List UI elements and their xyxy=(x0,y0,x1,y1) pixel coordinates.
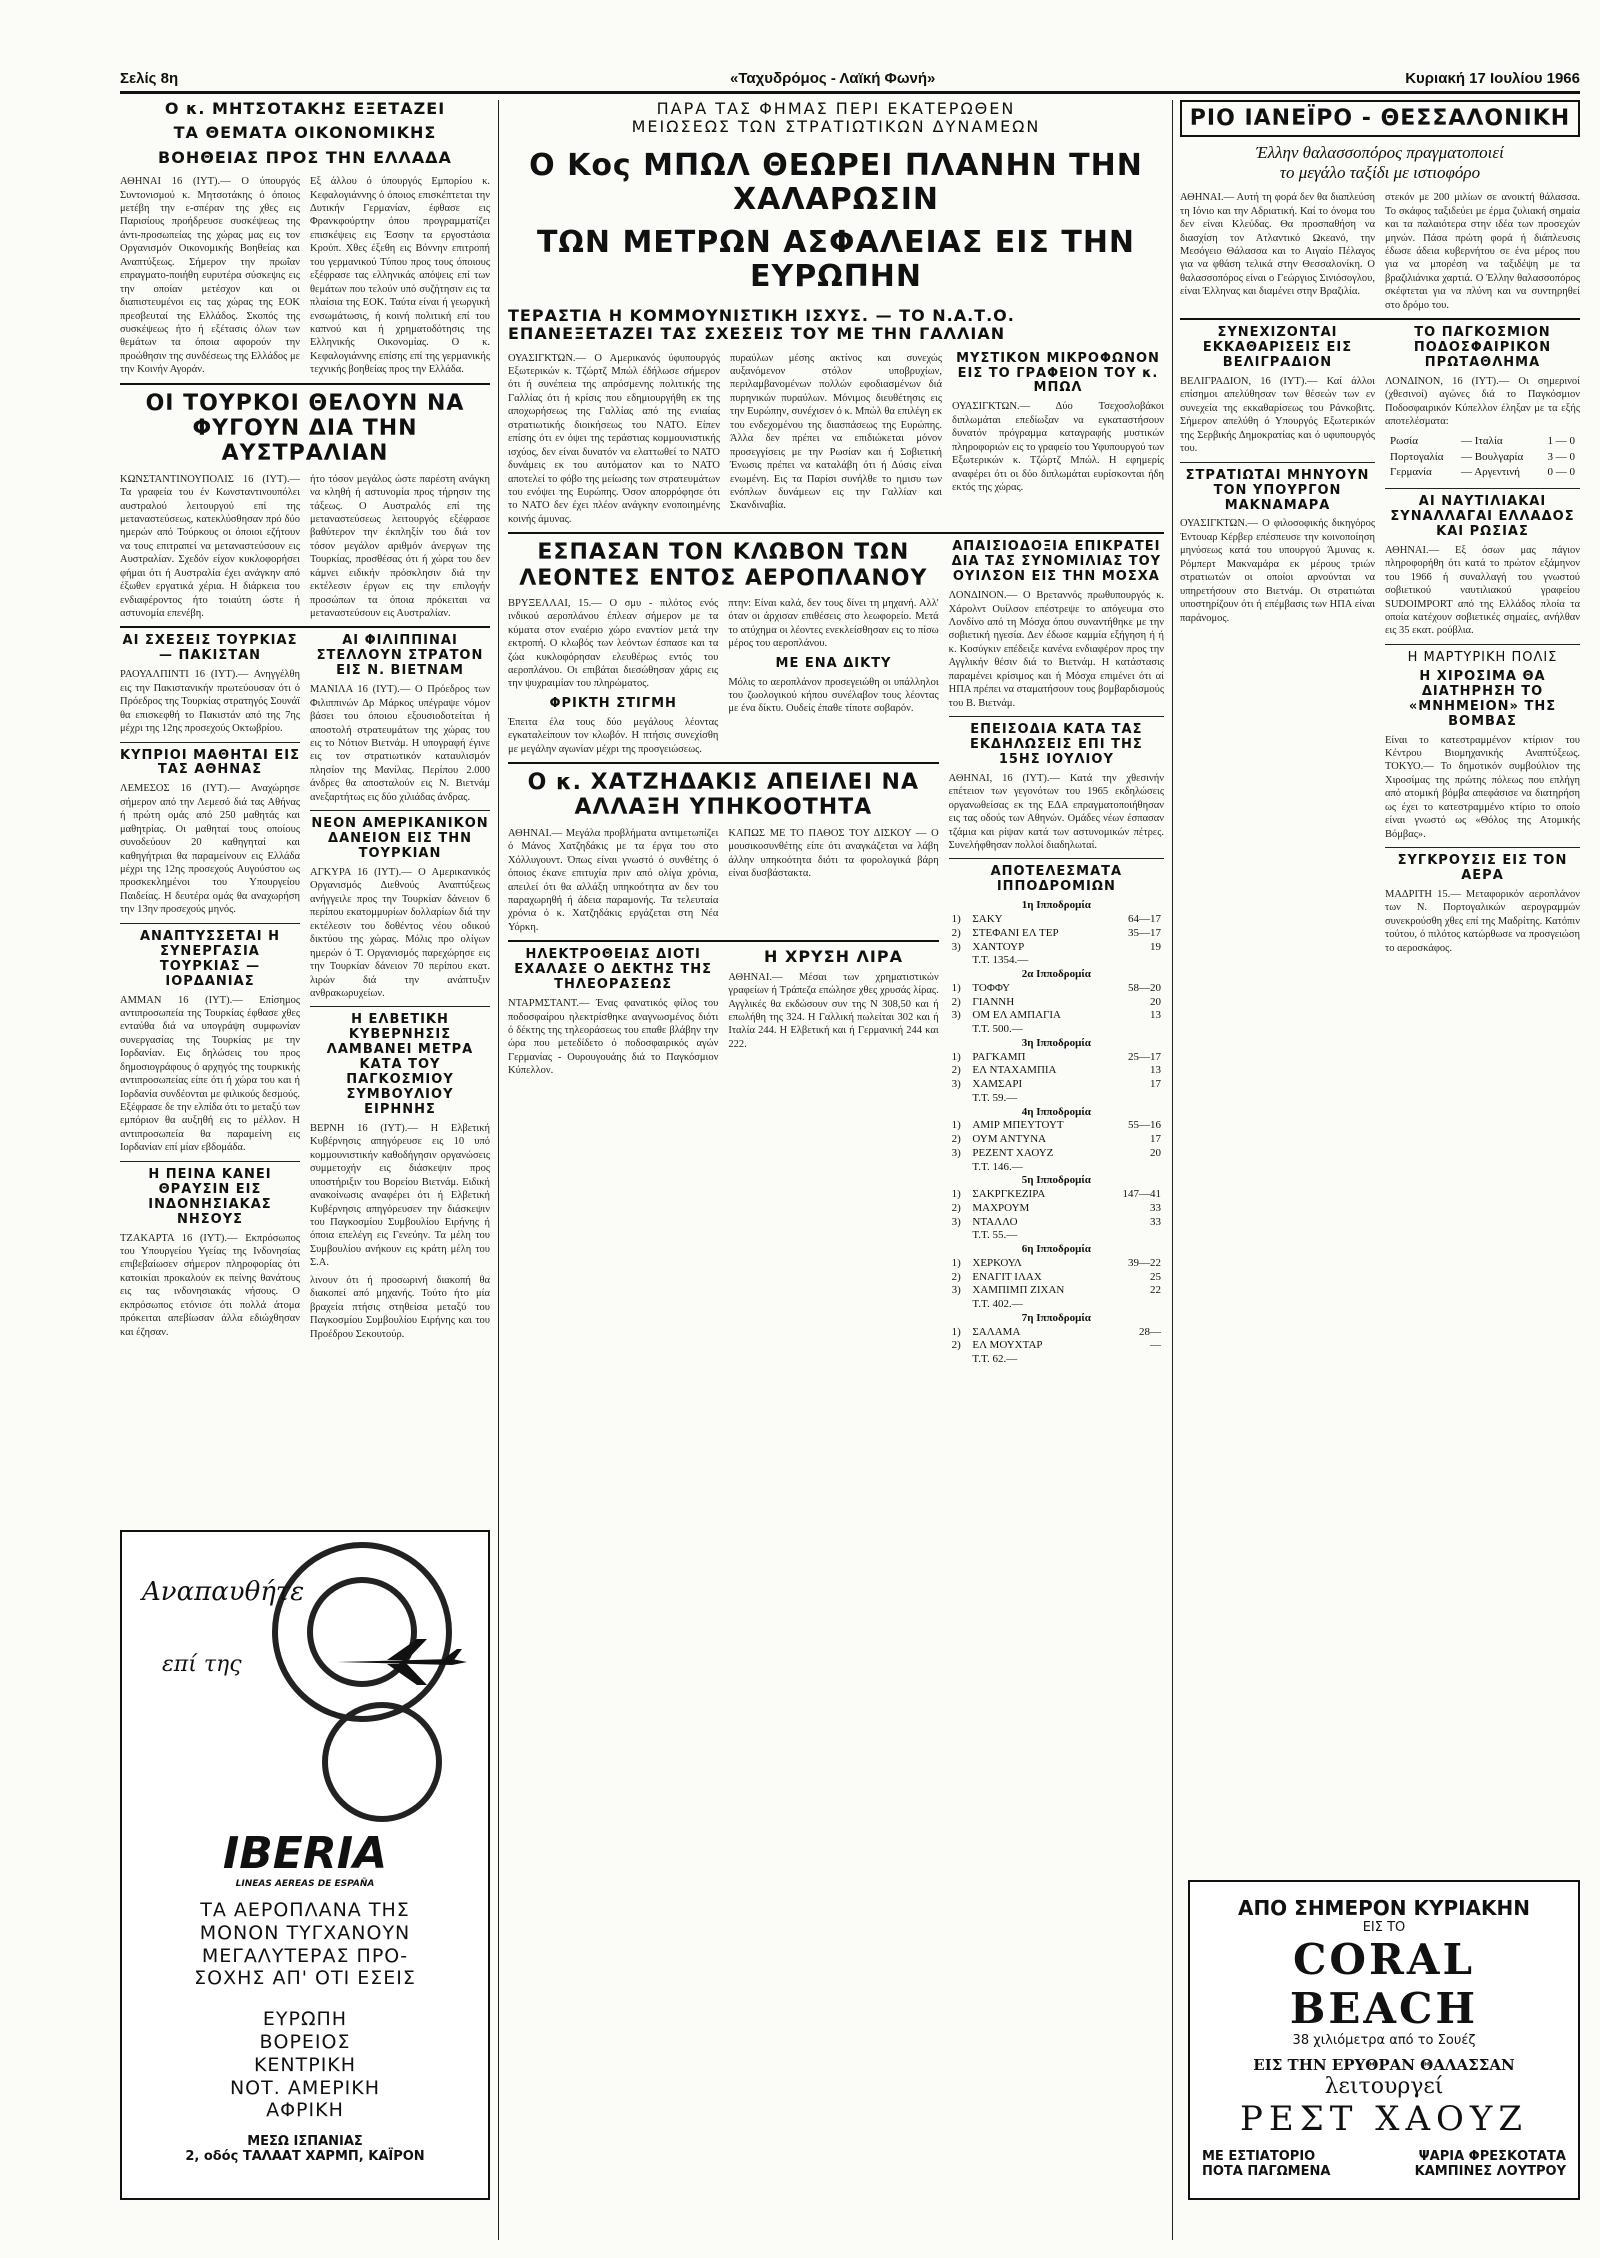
table-cell xyxy=(1103,1298,1164,1312)
destination: ΑΦΡΙΚΗ xyxy=(266,2099,344,2122)
article-text: λινουν ότι ή προσωρινή διακοπή θα διακοπεί από μηχανής. Τούτο ήτο μία βραχεία πτήσις στηθείσα μεταξύ του Παγκοσμίου Συμβουλίου Ειρήνης και του Προέδρου Σεκουτούρ. xyxy=(310,1274,490,1340)
table-cell: ΧΑΝΤΟΥΡ xyxy=(972,940,1025,953)
table-cell: 2) xyxy=(951,1270,961,1283)
ad-text: ΕΙΣ ΤΗΝ ΕΡΥΘΡΑΝ ΘΑΛΑΣΣΑΝ xyxy=(1253,2056,1515,2074)
issue-date: Κυριακή 17 Ιουλίου 1966 xyxy=(1405,70,1580,87)
table-cell: 1) xyxy=(951,1119,961,1132)
headline: ΑΙ ΝΑΥΤΙΛΙΑΚΑΙ ΣΥΝΑΛΛΑΓΑΙ ΕΛΛΑΔΟΣ ΚΑΙ ΡΩΣΙΑΣ xyxy=(1390,494,1575,539)
table-cell: 3) xyxy=(951,1284,961,1297)
table-row xyxy=(949,1188,1164,1202)
table-cell: Πορτογαλία xyxy=(1390,450,1444,463)
article-text: Εξ άλλου ό ύπουργός Εμπορίου κ. Κεφαλογιάννης ό όποιος επισκέπτεται την Δυτικήν Γερμανίαν, έφθασε εις Φρανκφούρτην όπου προγραμματίζει επισκέψεις εις Έσσην τα εργοστάσια Κρούπ. Χθες έξεθη εις Βόννην επιτροπή του γερμανικού Τύπου προς τους όποιους εξέφρασε τας ελληνικάς απόψεις επί των θεμάτων που τελούν υπό συζήτησιν εις τα πλαίσια της ΕΟΚ. Ταύτα είναι ή γεωργική ενσωμάτωσις, ή κοινή πολιτική επί του καπνού και ή χρηματοδότησις της Ελληνικής Οικονομίας. Ο κ. Κεφαλογιάννης επίσης επί της γερμανικής τεχνικής βοηθείας προς την Ελλάδα. xyxy=(310,176,490,376)
table-cell: 1 — 0 xyxy=(1547,434,1575,447)
table-cell: 55—16 xyxy=(1128,1119,1161,1132)
table-cell: 1) xyxy=(951,1325,961,1338)
table-cell xyxy=(1103,1161,1164,1175)
article-text: ΜΑΔΡΙΤΗ 15.— Μεταφορικόν αεροπλάνον των Ν. Πορτογαλικών αερογραμμών συνεκρούσθη χθες επί της Μαδρίτης. Κατόπιν τούτου, ό πιλότος κατώρθωσε να προσγειώση το αεροσκάφος. xyxy=(1385,888,1580,954)
ad-text: ΜΟΝΟΝ ΤΥΓΧΑΝΟΥΝ xyxy=(199,1921,411,1944)
headline: Η ΠΕΙΝΑ ΚΑΝΕΙ ΘΡΑΥΣΙΝ ΕΙΣ ΙΝΔΟΝΗΣΙΑΚΑΣ ΝΗΣΟΥΣ xyxy=(148,1166,272,1227)
ad-text: ΣΟΧΗΣ ΑΠ' ΟΤΙ ΕΣΕΙΣ xyxy=(194,1967,416,1990)
brand-logo: IBERIA xyxy=(222,1828,388,1879)
table-cell: Τ.Τ. 55.— xyxy=(972,1229,1018,1242)
table-row xyxy=(949,1284,1164,1298)
table-cell: 58—20 xyxy=(1128,981,1161,994)
column-center xyxy=(508,100,1164,1367)
table-row xyxy=(949,1339,1164,1353)
race-heading: 6η Ιπποδρομία xyxy=(1021,1243,1091,1256)
article-text: ΒΕΛΙΓΡΑΔΙΟΝ, 16 (ΙΥΤ).— Καί άλλοι επίσημοι απελύθησαν των θέσεών των εν συνεχεία της εκκαθαρίσεως του Ράνκοβιτς. Σήμερον απελύθη ό Υπουργός Εξωτερικών της Σερβικής Δημοκρατίας και ό υφυπουργός του. xyxy=(1180,376,1375,455)
article-text: ΑΓΚΥΡΑ 16 (ΙΥΤ).— Ο Αμερικανικός Οργανισμός Διεθνούς Αναπτύξεως ανήγγειλε προς την Τουρκίαν δάνειον 6 περίπου εκατομμυρίων δολλαρίων διά την εκτέλεσιν του δοθέντος νέου οδικού δικτύου της χώρας. Μόλις προ ολίγων ημερών ό Τ. Οργανισμός παρεχώρησε εις την Τουρκίαν δάνειον 70 περίπου εκατ. λιρών διά την ανάπτυξιν ανθρακωρυχείων. xyxy=(310,867,490,999)
race-results-table xyxy=(949,899,1164,1367)
table-cell: 2) xyxy=(951,995,961,1008)
ad-text: ΤΑ ΑΕΡΟΠΛΑΝΑ ΤΗΣ xyxy=(200,1899,410,1921)
article-text: στεκόν με 200 μιλίων σε ανοικτή θάλασσα. Το σκάφος ταξιδεύει με έρμα ζυλιακή σημαία και τα παλαιότερα στην ιδέα των προσεχών μηνών. Πάσα πρώτη φορά ή διάπλευσις έδωσε άδεια κυβερνήτου σε ένα μέρος που για να μπορέση να ταξιδέψη με τα βραζιλιάνικα χαρτιά. Ο Έλλην θαλασσοπόρος σκέφτεται για να πλύνη και να συντηρηθεί στο δρόμο του. xyxy=(1385,192,1580,311)
table-cell xyxy=(949,1229,970,1243)
ad-text: 38 χιλιόμετρα από το Σουέζ xyxy=(1292,2033,1476,2048)
headline: Ο κ. ΜΗΤΣΟΤΑΚΗΣ ΕΞΕΤΑΖΕΙ xyxy=(164,100,446,118)
table-cell: Τ.Τ. 1354.— xyxy=(972,954,1029,967)
table-row xyxy=(949,1257,1164,1271)
kicker: ΜΕΙΩΣΕΩΣ ΤΩΝ ΣΤΡΑΤΙΩΤΙΚΩΝ ΔΥΝΑΜΕΩΝ xyxy=(631,117,1041,137)
article-text: ΑΘΗΝΑΙ.— Αυτή τη φορά δεν θα διαπλεύση τη Ιόνιο και την Αδριατική. Καί το όνομα του δεν είναι Κλεύδας. Θα προσπαθήση να διασχίση τον Ατλαντικό Ωκεανό, την Μεσόγειο Θάλασσα και το Αιγαίο Πέλαγος για να φθάση τελικά στην Θεσσαλονίκη. Ο θαλασσοπόρος είναι ο Γεώργιος Σινιόσογλου, είναι Έλληνας και διαμένει στην Βραζιλία. xyxy=(1180,192,1375,298)
main-headline: Ο Κος ΜΠΩΛ ΘΕΩΡΕΙ ΠΛΑΝΗΝ ΤΗΝ ΧΑΛΑΡΩΣΙΝ xyxy=(529,147,1143,218)
table-cell: Τ.Τ. 146.— xyxy=(972,1160,1023,1173)
ad-brand: CORAL BEACH xyxy=(1289,1935,1479,2033)
article-text: Είναι το κατεστραμμένον κτίριον του Κέντρου Βιομηχανικής Αναπτύξεως. ΤΟΚΥΟ.— Το δημοτικόν συμβούλιον της Χιροσίμας της πρώτης πόλεως που επλήγη από ατομική βόμβα απεφάσισε να διατηρήση ως έχει το κατεστραμμένο κτίριο το οποίο είναι γνωστό ως «Θόλος της Ατομικής Βόμβας». xyxy=(1385,734,1580,840)
article-text: ΑΜΜΑΝ 16 (ΙΥΤ).— Επίσημος αντιπροσωπεία της Τουρκίας έφθασε χθες ενταύθα διά να υπογράψη συμφωνίαν συνεργασίας της Τουρκίας με την Ιορδανίαν. Εις δηλώσεις του προς δημοσιογράφους ό αρχηγός της τουρκικής αντιπροσωπείας είπε ότι ή χώρα του και ή Ιορδανία συνδέονται με φιλικούς δεσμούς. Εξέφρασε δε την ελπίδα ότι το μεταξύ των εμπόριον θα αυξηθή εις το μέλλον. Η αντιπροσωπεία θα παραμείνη εις Ιορδανίαν επί μίαν εβδομάδα. xyxy=(120,994,300,1154)
table-row xyxy=(949,1271,1164,1285)
table-cell: 3) xyxy=(951,1215,961,1228)
ad-text: ΕΙΣ ΤΟ xyxy=(1362,1920,1406,1935)
table-cell: ΣΑΚΡΓΚΕΖΙΡΑ xyxy=(972,1188,1046,1201)
kicker: Η ΜΑΡΤΥΡΙΚΗ ΠΟΛΙΣ xyxy=(1407,649,1558,665)
iberia-advertisement xyxy=(120,1530,490,2200)
table-cell: ΑΜΙΡ ΜΠΕΥΤΟΥΤ xyxy=(972,1119,1064,1132)
article-text: ΜΑΝΙΛΑ 16 (ΙΥΤ).— Ο Πρόεδρος των Φιλιππινών Δρ Μάρκος υπέγραψε νόμον βάσει του όποιου εξουσιοδοτείται ή αποστολή στρατευμάτων της χώρας του εις το Νότιον Βιετνάμ. Η υπογραφή έγινε εις τον στρατιωτικόν καταυλισμόν πλησίον της Μανίλας. Περίπου 2.000 άνδρες θα αποσταλούν εις Ν. Βιετνάμ ανεξαρτήτως εις δύο χιλιάδας άνδρας. xyxy=(310,684,490,803)
headline: Η ΧΙΡΟΣΙΜΑ ΘΑ ΔΙΑΤΗΡΗΣΗ ΤΟ «ΜΝΗΜΕΙΟΝ» ΤΗΣ ΒΟΜΒΑΣ xyxy=(1408,668,1557,729)
table-cell: 20 xyxy=(1150,995,1161,1008)
subheadline: το μεγάλο ταξίδι με ιστιοφόρο xyxy=(1279,163,1481,183)
table-cell: ΕΛ ΜΟΥΧΤΑΡ xyxy=(972,1339,1043,1352)
table-cell: ΣΤΕΦΑΝΙ ΕΛ ΤΕΡ xyxy=(972,926,1059,939)
ad-feature: ΨΑΡΙΑ ΦΡΕΣΚΟΤΑΤΑ xyxy=(1418,2149,1566,2164)
column-left xyxy=(120,100,490,1341)
article-text: ΑΘΗΝΑΙ, 16 (ΙΥΤ).— Κατά την χθεσινήν επέτειον των γεγονότων του 1965 εκδηλώσεις οργανωθείσας εκ της ΕΔΑ επραγματοποιήθησαν εις τας οδούς των Αθηνών. Ομάδες νέων έσπασαν τζάμια και ρίψαν κατά των αστυνομικών πέτρες. Συνελήφθησαν πολλοί διαδηλωταί. xyxy=(948,772,1164,851)
table-cell: — xyxy=(1150,1339,1161,1352)
destination: ΒΟΡΕΙΟΣ xyxy=(259,2030,351,2053)
table-cell: 2) xyxy=(951,1339,961,1352)
table-row xyxy=(949,1326,1164,1340)
table-cell: ΧΕΡΚΟΥΛ xyxy=(972,1256,1022,1269)
table-cell: 25 xyxy=(1150,1270,1161,1283)
headline: Η ΕΛΒΕΤΙΚΗ ΚΥΒΕΡΝΗΣΙΣ ΛΑΜΒΑΝΕΙ ΜΕΤΡΑ ΚΑΤΑ ΤΟΥ ΠΑΓΚΟΣΜΙΟΥ ΣΥΜΒΟΥΛΙΟΥ ΕΙΡΗΝΗΣ xyxy=(326,1012,474,1117)
table-cell: Τ.Τ. 402.— xyxy=(972,1298,1023,1311)
table-cell xyxy=(949,1298,970,1312)
headline: ΗΛΕΚΤΡΟΘΕΙΑΣ ΔΙΟΤΙ ΕΧΑΛΑΣΕ Ο ΔΕΚΤΗΣ ΤΗΣ ΤΗΛΕΟΡΑΣΕΩΣ xyxy=(514,947,713,993)
table-cell xyxy=(1103,1353,1164,1367)
ad-restaurant-name: ΡΕΣΤ ΧΑΟΥΖ xyxy=(1240,2099,1528,2139)
race-heading: 3η Ιπποδρομία xyxy=(1021,1036,1091,1049)
table-row xyxy=(949,1119,1164,1133)
headline: ΑΙ ΣΧΕΣΕΙΣ ΤΟΥΡΚΙΑΣ — ΠΑΚΙΣΤΑΝ xyxy=(122,633,298,664)
table-row xyxy=(949,1147,1164,1161)
table-cell: Τ.Τ. 59.— xyxy=(972,1091,1018,1104)
table-cell: Τ.Τ. 500.— xyxy=(972,1023,1023,1036)
table-row xyxy=(949,1202,1164,1216)
column-right xyxy=(1180,100,1580,955)
table-cell: 20 xyxy=(1150,1146,1161,1159)
article-text: ΛΕΜΕΣΟΣ 16 (ΙΥΤ).— Αναχώρησε σήμερον από την Λεμεσό διά τας Αθήνας ή πρώτη ομάς από 250 μαθητάς και μαθητρίας. Οι μαθηταί τους οποίους συνοδεύουν 20 καθηγηταί και καθηγήτριαι θα παραμείνουν εις Ελλάδα μέχρι της 12ης προσεχούς Αυγούστου ως προσκεκλημένοι του Υπουργείου Παιδείας. Η δευτέρα ομάς θα αναχωρήση την 13ην προσεχούς μηνός. xyxy=(120,783,300,916)
ad-text: ΜΕΓΑΛΥΤΕΡΑΣ ΠΡΟ- xyxy=(201,1944,409,1967)
table-cell: ΟΜ ΕΛ ΑΜΠΑΓΙΑ xyxy=(972,1009,1061,1022)
table-row xyxy=(949,982,1164,996)
table-cell: ΕΝΑΓΙΤ ΙΛΑΧ xyxy=(972,1270,1042,1283)
column-rule xyxy=(1172,100,1173,2240)
headline: ΑΠΟΤΕΛΕΣΜΑΤΑ ΙΠΠΟΔΡΟΜΙΩΝ xyxy=(990,864,1123,895)
subhead: ΜΕ ΕΝΑ ΔΙΚΤΥ xyxy=(775,655,892,671)
ad-feature: ΠΟΤΑ ΠΑΓΩΜΕΝΑ xyxy=(1202,2164,1331,2179)
table-row xyxy=(949,1051,1164,1065)
article-text: ΚΑΠΩΣ ΜΕ ΤΟ ΠΑΘΟΣ ΤΟΥ ΔΙΣΚΟΥ — Ο μουσικοσυνθέτης είπε ότι αναγκάζεται να λάβη άλλην υπηκοότητα διότι τα φορολογικά βάρη είναι δυσβάστακτα. xyxy=(728,827,939,880)
destination: ΕΥΡΩΠΗ xyxy=(262,2008,348,2031)
table-cell: 1) xyxy=(951,913,961,926)
ad-feature: ΚΑΜΠΙΝΕΣ ΛΟΥΤΡΟΥ xyxy=(1414,2164,1566,2179)
headline: ΤΑ ΘΕΜΑΤΑ ΟΙΚΟΝΟΜΙΚΗΣ xyxy=(173,123,437,143)
headline: ΑΝΑΠΤΥΣΣΕΤΑΙ Η ΣΥΝΕΡΓΑΣΙΑ ΤΟΥΡΚΙΑΣ — ΙΟΡΔΑΝΙΑΣ xyxy=(140,928,280,989)
table-row xyxy=(949,1298,1164,1312)
headline: ΝΕΟΝ ΑΜΕΡΙΚΑΝΙΚΟΝ ΔΑΝΕΙΟΝ ΕΙΣ ΤΗΝ ΤΟΥΡΚΙΑΝ xyxy=(311,816,489,862)
ad-headline: ΑΠΟ ΣΗΜΕΡΟΝ ΚΥΡΙΑΚΗΝ xyxy=(1237,1896,1531,1920)
table-cell: 28— xyxy=(1139,1325,1161,1338)
ad-footer: ΜΕΣΩ ΙΣΠΑΝΙΑΣ xyxy=(247,2134,363,2150)
headline: ΕΣΠΑΣΑΝ ΤΟΝ ΚΛΩΒΟΝ ΤΩΝ ΛΕΟΝΤΕΣ ΕΝΤΟΣ ΑΕΡΟΠΛΑΝΟΥ xyxy=(519,540,928,591)
subhead: ΦΡΙΚΤΗ ΣΤΙΓΜΗ xyxy=(549,695,677,711)
article-text: πτην: Είναι καλά, δεν τους δίνει τη μηχανή. Αλλ' όταν οι άρχισαν επιθέσεις στο λεωφορείο. Μετά το ατύχημα οι λέοντες ενεκλείσθησαν εις το πίσω μέρος του αεροπλάνου. xyxy=(728,597,939,650)
headline: ΒΟΗΘΕΙΑΣ ΠΡΟΣ ΤΗΝ ΕΛΛΑΔΑ xyxy=(158,147,452,167)
ad-text: επί της xyxy=(162,1652,242,1677)
table-cell: Τ.Τ. 62.— xyxy=(972,1353,1018,1366)
headline: ΣΥΓΚΡΟΥΣΙΣ ΕΙΣ ΤΟΝ ΑΕΡΑ xyxy=(1397,853,1568,884)
coral-beach-advertisement xyxy=(1188,1880,1580,2200)
table-row xyxy=(949,1229,1164,1243)
table-row xyxy=(949,1078,1164,1092)
table-cell: 33 xyxy=(1150,1215,1161,1228)
headline: Η ΧΡΥΣΗ ΛΙΡΑ xyxy=(764,947,903,967)
subheadline: ΤΕΡΑΣΤΙΑ Η ΚΟΜΜΟΥΝΙΣΤΙΚΗ ΙΣΧΥΣ. — ΤΟ Ν.Α.Τ.Ο. xyxy=(508,305,1015,325)
headline: ΑΙ ΦΙΛΙΠΠΙΝΑΙ ΣΤΕΛΛΟΥΝ ΣΤΡΑΤΟΝ ΕΙΣ Ν. ΒΙΕΤΝΑΜ xyxy=(316,633,484,679)
article-text: Έπειτα έλα τους δύο μεγάλους λέοντας εγκαταλείπουν τον κλωβόν. Η πτήσις συνεχίσθη με μεγάλην αγωνίαν μέχρι της προσγειώσεως. xyxy=(508,716,719,755)
article-text: ΟΥΑΣΙΓΚΤΩΝ.— Ο Αμερικανός ύφυπουργός Εξωτερικών κ. Τζώρτζ Μπώλ έδήλωσε σήμερον ότι ή συνέπεια της απρόσμενης πολιτικής της Γαλλίας ότι ή κρίσις που εδημιουργήθη εκ της αποχωρήσεως της Γαλλίας από της ενιαίας στρατιωτικής διοικήσεως του ΝΑΤΟ. Είπεν επίσης ότι εν όψει της τεράστιας κομμουνιστικής ισχύος, δεν είναι δυνατόν να ελαττωθεί το ΝΑΤΟ δυνάμεις εκ του αυτόματον και το ΝΑΤΟ αποτελεί το φόβο της μείωσης των στρατευμάτων του ενόψει της Ευρώπης. Όσον απορρόφησε ότι το ΝΑΤΟ δεν έχει πλέον ανάγκην ενοποιημένης κοινής άμυνας. xyxy=(508,352,720,525)
table-cell: 1) xyxy=(951,1050,961,1063)
table-cell xyxy=(949,1023,970,1037)
race-heading: 4η Ιπποδρομία xyxy=(1021,1105,1091,1118)
article-text: ήτο τόσον μεγάλος ώστε παρέστη ανάγκη να κληθή ή αστυνομία προς τήρησιν της τάξεως. Ο Αυστραλός επί της μεταναστεύσεως λειτουργός εξέφρασε βαθύτερον την έκπληξίν του διά τον τόσον μεγάλον αριθμόν άνεργων της Τουρκίας, προσθέσας ότι ή χώρα του δεν κάμνει ειδικήν πρόσκλησιν διά την εκτέλεσιν έργων εις την επιλογήν προσώπων τα όποια πρόκειται να μεταναστεύσουν εις Αυστραλίαν. xyxy=(310,473,490,619)
table-cell: 1) xyxy=(951,1256,961,1269)
table-cell xyxy=(949,954,970,968)
table-cell: ΡΕΖΕΝΤ ΧΑΟΥΖ xyxy=(972,1146,1054,1159)
table-row xyxy=(949,954,1164,968)
table-cell: 3 — 0 xyxy=(1547,450,1575,463)
table-row xyxy=(949,1009,1164,1023)
headline: ΕΠΕΙΣΟΔΙΑ ΚΑΤΑ ΤΑΣ ΕΚΔΗΛΩΣΕΙΣ ΕΠΙ ΤΗΣ 15ΗΣ ΙΟΥΛΙΟΥ xyxy=(969,722,1143,767)
table-cell: ΧΑΜΣΑΡΙ xyxy=(972,1078,1023,1091)
table-cell: ΣΑΚΥ xyxy=(972,913,1003,926)
table-cell xyxy=(1103,954,1164,968)
table-cell: 35—17 xyxy=(1128,926,1161,939)
table-row xyxy=(1387,451,1578,465)
table-cell: 2) xyxy=(951,926,961,939)
article-text: ΑΘΗΝΑΙ 16 (ΙΥΤ).— Ο ύπουργός Συντονισμού κ. Μητσοτάκης ό όποιος μετέβη την ε-σπέραν της χθες εις Παρισίους προήδρευσε συσκέψεως της άντι-προσωπείας της χώρας μας εις τον Οργανισμόν Οικονομικής Βοηθείας και Αναπτύξεως. Σήμερον την πρωΐαν επραγματο-ποιήθη ευρυτέρα σύσκεψις εις την οποίαν μετέσχον και οι διαπιστευμένοι εις τας χώρας της ΕΟΚ πρεσβευταί της Ελλάδος. Σκοπός της συσκέψεως ήτο ή εξέτασις όλων των θεμάτων τα όποια αφορούν την προώθησιν της συνδέσεως της Ελλάδος με την Κοινήν Αγοράν. xyxy=(120,176,300,376)
headline: Ο κ. ΧΑΤΖΗΔΑΚΙΣ ΑΠΕΙΛΕΙ ΝΑ ΑΛΛΑΞΗ ΥΠΗΚΟΟΤΗΤΑ xyxy=(527,770,919,821)
table-cell: Γερμανία xyxy=(1390,466,1432,479)
table-cell: 17 xyxy=(1150,1078,1161,1091)
table-row xyxy=(1387,435,1578,449)
kicker: ΠΑΡΑ ΤΑΣ ΦΗΜΑΣ ΠΕΡΙ ΕΚΑΤΕΡΩΘΕΝ xyxy=(656,100,1016,118)
article-text: ΝΤΑΡΜΣΤΑΝΤ.— Ένας φανατικός φίλος του ποδοσφαίρου ηλεκτρίσθηκε αναγνωσμένος διότι ό δέκτης της τηλεοράσεως του επαθε βλάβην την ώρα που μετεδίδετο ό ποδοσφαιρικός αγών Γερμανίας - Ουρουγουάης διά το Παγκόσμιον Κύπελλον. xyxy=(508,998,719,1077)
table-cell: 13 xyxy=(1150,1064,1161,1077)
table-cell: ΧΑΜΠΙΜΠ ΖΙΧΑΝ xyxy=(972,1284,1065,1297)
article-text: πυραύλων μέσης ακτίνος και συνεχώς αυξανόμενον στόλον υποβρυχίων, περιλαμβανομένων πολλών εφοδιασμένων διά πυρηνικών πυραύλων. Μόνιμος διευθέτησις εις την Ευρώπην, συνέχισεν ό κ. Μπώλ θα επιλέγη εκ του ενδεχομένου της διασπάσεως της Ευρώπης. Άλλα δεν πρέπει να επιδιώκεται μόνον προσεγγίσεις με την Ρωσίαν και ή Σοβιετική Ένωσις πρέπει να καταλάβη ότι ή Δύσις είναι ενωμένη. Εις τα Παρίσι συνήλθε το ημισυ των ενόπλων δυνάμεων εις την Γαλλίαν και Σκανδιναβία. xyxy=(730,352,942,512)
masthead xyxy=(120,66,1580,94)
race-heading: 5η Ιπποδρομία xyxy=(1021,1174,1091,1187)
table-cell: — Ιταλία xyxy=(1461,434,1503,447)
table-cell: ΝΤΑΛΛΟ xyxy=(972,1215,1018,1228)
article-text: ΒΕΡΝΗ 16 (ΙΥΤ).— Η Ελβετική Κυβέρνησις απηγόρευσε εις 10 υπό κομμουνιστικήν καθοδήγησιν οργανώσεις συμμετοχήν εις διάσκεψιν προς υποστήριξιν του Βορείου Βιετνάμ. Ειδική ανακοίνωσις αναφέρει ότι ή Ελβετική Κυβέρνησις απηγόρευσεν την διάσκεψιν του Παγκοσμίου Συμβουλίου Ειρήνης ή όποια επελέγη εις Γενεύην. Τα μέλη του Συμβουλίου ανήκουν εις κράτη μέλη του Σ.Α. xyxy=(310,1122,490,1269)
headline: ΣΥΝΕΧΙΖΟΝΤΑΙ ΕΚΚΑΘΑΡΙΣΕΙΣ ΕΙΣ ΒΕΛΙΓΡΑΔΙΟΝ xyxy=(1202,325,1353,371)
race-heading: 1η Ιπποδρομία xyxy=(1021,899,1091,912)
article-text: Μόλις το αεροπλάνον προσεγειώθη οι υπάλληλοι του ζωολογικού κήπου συνέλαβον τους λέοντας με ένα δίκτυ. Ουδείς έπαθε τίποτε σοβαρόν. xyxy=(728,676,939,715)
table-row xyxy=(949,1161,1164,1175)
destination: ΝΟΤ. ΑΜΕΡΙΚΗ xyxy=(229,2076,381,2099)
table-cell: ΟΥΜ ΑΝΤΥΝΑ xyxy=(972,1133,1047,1146)
table-cell xyxy=(949,1161,970,1175)
article-text: ΟΥΑΣΙΓΚΤΩΝ.— Ο φιλοσοφικής δικηγόρος Έντουαρ Κέρβερ επέσπευσε την κοινοποίηση μηνύσεως κατά του υπουργού Άμυνας κ. Ρόμπερτ Μακναμάρα εκ μέρους τριών στρατιωτών οι οποίοι αρνούνται να υπηρετήσουν στο Βιετνάμ. Οι στρατιώται υποστηρίζουν ότι ή επέμβασις των ΗΠΑ είναι παράνομος. xyxy=(1180,518,1375,624)
article-text: ΒΡΥΞΕΛΛΑΙ, 15.— Ο σμυ - πιλότος ενός ινδικού αεροπλάνου έπλεαν σήμερον με τα κύματα στον εναέριο χώρο εναντίον μετά την εκτροπή. Ο κλωβός των λεόντων έσπασε και τα ζώα κυκλοφόρησαν ελευθέρως εντός του αεροπλάνου. Οι επιβάται διεσώθησαν χάρις εις την ψυχραιμίαν του πληρώματος. xyxy=(508,597,719,690)
table-cell: ΕΛ ΝΤΑΧΑΜΠΙΑ xyxy=(972,1064,1057,1077)
subheadline: Έλλην θαλασσοπόρος πραγματοποιεί xyxy=(1256,143,1504,163)
swirl-logo-icon xyxy=(322,1702,442,1822)
table-cell: 2) xyxy=(951,1201,961,1214)
page-number: Σελίς 8η xyxy=(120,70,179,87)
table-cell: Ρωσία xyxy=(1390,434,1419,447)
table-cell xyxy=(1103,1229,1164,1243)
table-cell: 3) xyxy=(951,1146,961,1159)
table-row xyxy=(949,996,1164,1010)
table-cell: 64—17 xyxy=(1128,913,1161,926)
table-cell: 2) xyxy=(951,1133,961,1146)
table-cell: ΣΑΛΑΜΑ xyxy=(972,1325,1021,1338)
table-row xyxy=(949,927,1164,941)
article-text: ΑΘΗΝΑΙ.— Εξ όσων μας πάγιον πληροφορήθη ότι κατά το πρώτον εξάμηνον του 1966 ή συναλλαγή του γνωστού σοβιετικού ναυτιλιακού γραφείου SUDOIMPORT από της Ελλάδος πλοία τα οποία κατέχουν σοβιετικές σημαίες, ανήλθαν εις 35 εκατ. ρούβλια. xyxy=(1385,544,1580,637)
table-row xyxy=(949,1133,1164,1147)
table-cell xyxy=(949,1092,970,1106)
ad-feature: ΜΕ ΕΣΤΙΑΤΟΡΙΟ xyxy=(1202,2149,1316,2164)
table-cell: 1) xyxy=(951,981,961,994)
article-text: ΡΑΟΥΑΛΠΙΝΤΙ 16 (ΙΥΤ).— Ανηγγέλθη εις την Πακιστανικήν πρωτεύουσαν ότι ό Πρόεδρος της Τουρκίας στρατηγός Σουνάϊ θα επισκεφθή το Πακιστάν από της 7ης μέχρι της 12ης προσεχούς Οκτωβρίου. xyxy=(120,669,300,735)
table-cell: 22 xyxy=(1150,1284,1161,1297)
article-text: ΤΖΑΚΑΡΤΑ 16 (ΙΥΤ).— Εκπρόσωπος του Υπουργείου Υγείας της Ινδονησίας επιβεβαίωσεν σήμερον πληροφορίας ότι κατοικίαι προκαλούν εκ πείνης θανάτους εις τας ινδονησιακάς νήσους. Ο εκπρόσωπος ετόνισε ότι πολλά άτομα πρόκειται απεβίωσαν άλλα εδιώχθησαν και έζησαν. xyxy=(120,1232,300,1338)
table-cell: — Αργεντινή xyxy=(1461,466,1520,479)
table-cell xyxy=(1103,1092,1164,1106)
headline: ΑΠΑΙΣΙΟΔΟΞΙΑ ΕΠΙΚΡΑΤΕΙ ΔΙΑ ΤΑΣ ΣΥΝΟΜΙΛΙΑΣ ΤΟΥ ΟΥΙΛΣΟΝ ΕΙΣ ΤΗΝ ΜΟΣΧΑ xyxy=(951,539,1162,585)
race-heading: 2α Ιπποδρομία xyxy=(1021,968,1091,981)
table-cell xyxy=(949,1353,970,1367)
paper-name: «Ταχυδρόμος - Λαϊκή Φωνή» xyxy=(730,70,936,87)
main-headline: ΤΩΝ ΜΕΤΡΩΝ ΑΣΦΑΛΕΙΑΣ ΕΙΣ ΤΗΝ ΕΥΡΩΠΗΝ xyxy=(536,224,1136,295)
article-text: ΚΩΝΣΤΑΝΤΙΝΟΥΠΟΛΙΣ 16 (ΙΥΤ).— Τα γραφεία του έν Κωνσταντινουπόλει αυστραλού λειτουργού επί της μεταναστεύσεως, κατεκλύσθησαν πρό δύο ημερών από Τούρκους οι όποιοι εζήτουν να τους επιτραπεί να μεταναστεύσουν εις Αυστραλίαν. Σχεδόν είχον κυκλοφορήσει φήμαι ότι ή Αυστραλία έχει ανάγκην από έξωθεν εργατικά χέρια. Η διάρκεια του ενδιαφέροντος ήτο τοιαύτη ώστε ή αστυνομία επενέβη. xyxy=(120,473,300,619)
table-cell: 33 xyxy=(1150,1201,1161,1214)
table-cell: 3) xyxy=(951,940,961,953)
headline: ΤΟ ΠΑΓΚΟΣΜΙΟΝ ΠΟΔΟΣΦΑΙΡΙΚΟΝ ΠΡΩΤΑΘΛΗΜΑ xyxy=(1413,325,1552,371)
table-row xyxy=(949,1064,1164,1078)
subheadline: ΕΠΑΝΕΞΕΤΑΖΕΙ ΤΑΣ ΣΧΕΣΕΙΣ ΤΟΥ ΜΕ ΤΗΝ ΓΑΛΛΙΑΝ xyxy=(508,324,1006,344)
ad-address: 2, οδός ΤΑΛΑΑΤ ΧΑΡΜΠ, ΚΑΪΡΟΝ xyxy=(185,2149,425,2165)
headline: ΡΙΟ ΙΑΝΕΪΡΟ - ΘΕΣΣΑΛΟΝΙΚΗ xyxy=(1180,100,1580,137)
table-cell xyxy=(1103,1023,1164,1037)
table-cell: ΤΟΦΦΥ xyxy=(972,981,1011,994)
table-row xyxy=(949,1216,1164,1230)
table-row xyxy=(949,1092,1164,1106)
scores-table xyxy=(1385,433,1580,482)
table-cell: 39—22 xyxy=(1128,1256,1161,1269)
table-cell: 25—17 xyxy=(1128,1050,1161,1063)
table-cell: 3) xyxy=(951,1078,961,1091)
headline: ΣΤΡΑΤΙΩΤΑΙ ΜΗΝΥΟΥΝ ΤΟΝ ΥΠΟΥΡΓΟΝ ΜΑΚΝΑΜΑΡΑ xyxy=(1185,467,1370,513)
article-text: ΟΥΑΣΙΓΚΤΩΝ.— Δύο Τσεχοσλοβάκοι διπλωμάται επεδίωξαν να εγκαταστήσουν δυνατόν πρόγραμμα καταγραφής μυστικών πληροφοριών εις το γραφείο του Υφυπουργού των Εξωτερικών κ. Τζώρτζ Μπώλ. Η εφημερίς αναφέρει ότι οι δύο διπλωμάται ευρίσκονται ήδη εκτός της χώρας. xyxy=(952,401,1164,493)
table-row xyxy=(949,913,1164,927)
brand-tagline: LINEAS AEREAS DE ESPAÑA xyxy=(235,1879,375,1889)
table-cell: 0 — 0 xyxy=(1547,466,1575,479)
table-row xyxy=(949,1353,1164,1367)
article-text: ΑΘΗΝΑΙ.— Μέσαι των χρηματιστικών γραφείων ή Τράπεζα επώλησε χθες χρυσάς λίρας. Αγγλικές θα εκδώσουν συν της Ν 308,50 και ή επωλήθη της 324. Η Γαλλική πωλείται 302 και ή Ιταλία 244. Η Ελβετική και ή Γερμανική 244 και 222. xyxy=(728,971,939,1050)
table-cell: 2) xyxy=(951,1064,961,1077)
table-cell: ΓΙΑΝΝΗ xyxy=(972,995,1015,1008)
airplane-icon xyxy=(332,1637,472,1687)
article-text: ΛΟΝΔΙΝΟΝ, 16 (ΙΥΤ).— Οι σημερινοί (χθεσινοί) αγώνες διά το Παγκόσμιον Ποδοσφαιρικόν Κύπελλον έληξαν με τα εξής αποτελέσματα: xyxy=(1385,376,1580,428)
table-cell: ΜΑΧΡΟΥΜ xyxy=(972,1201,1030,1214)
headline: ΚΥΠΡΙΟΙ ΜΑΘΗΤΑΙ ΕΙΣ ΤΑΣ ΑΘΗΝΑΣ xyxy=(120,747,300,778)
table-cell: 19 xyxy=(1150,940,1161,953)
ad-headline: Αναπαυθήτε xyxy=(142,1577,305,1607)
table-cell: 13 xyxy=(1150,1009,1161,1022)
table-cell: ΡΑΓΚΑΜΠ xyxy=(972,1050,1026,1063)
table-row xyxy=(1387,466,1578,480)
destination: ΚΕΝΤΡΙΚΗ xyxy=(253,2053,357,2076)
ad-text: λειτουργεί xyxy=(1324,2074,1444,2099)
race-heading: 7η Ιπποδρομία xyxy=(1021,1311,1091,1324)
headline: ΜΥΣΤΙΚΟΝ ΜΙΚΡΟΦΩΝΟΝ ΕΙΣ ΤΟ ΓΡΑΦΕΙΟΝ ΤΟΥ κ. ΜΠΩΛ xyxy=(956,350,1160,396)
table-cell: 1) xyxy=(951,1188,961,1201)
table-row xyxy=(949,941,1164,955)
article-text: ΛΟΝΔΙΝΟΝ.— Ο Βρεταννός πρωθυπουργός κ. Χάρολντ Ουίλσον επέστρεψε το απόγευμα στο Λονδίνο από τη Μόσχα όπου συναντήθηκε με την σοβιετική ηγεσία. Δεν έδωσε καμμία εξήγηση ή ή κ. Κοσύγκιν επέδειξε κανένα ενδιαφέρον προς την Αγγλικήν θέσιν διά το Βιετνάμ. Η κατάστασις παραμένει κρίσιμος και ή Μόσχα επιμένει ότι αί ΗΠΑ πρέπει να σταματήσουν τους βομβαρδισμούς του Β. Βιετνάμ. xyxy=(948,590,1164,709)
column-rule xyxy=(498,100,499,2240)
table-cell: 17 xyxy=(1150,1133,1161,1146)
headline: ΟΙ ΤΟΥΡΚΟΙ ΘΕΛΟΥΝ ΝΑ ΦΥΓΟΥΝ ΔΙΑ ΤΗΝ ΑΥΣΤΡΑΛΙΑΝ xyxy=(145,390,465,467)
table-row xyxy=(949,1023,1164,1037)
article-text: ΑΘΗΝΑΙ.— Μεγάλα προβλήματα αντιμετωπίζει ό Μάνος Χατζηδάκις με τα έργα του στο Χόλλυγουντ. Όπως είναι γνωστό ό συνθέτης ό όποιος έκανε επιτυχία πριν από ολίγα χρόνια, απειλεί ότι θα αλλάξη υπηκοότητα αν δεν του παραχωρηθή ή άδεια παραμονής. Τα τελευταία χρόνια ό κ. Χατζηδάκις εργάζεται στη Νέα Υόρκη. xyxy=(508,827,719,933)
table-cell: — Βουλγαρία xyxy=(1461,450,1524,463)
table-cell: 147—41 xyxy=(1122,1188,1161,1201)
table-cell: 3) xyxy=(951,1009,961,1022)
